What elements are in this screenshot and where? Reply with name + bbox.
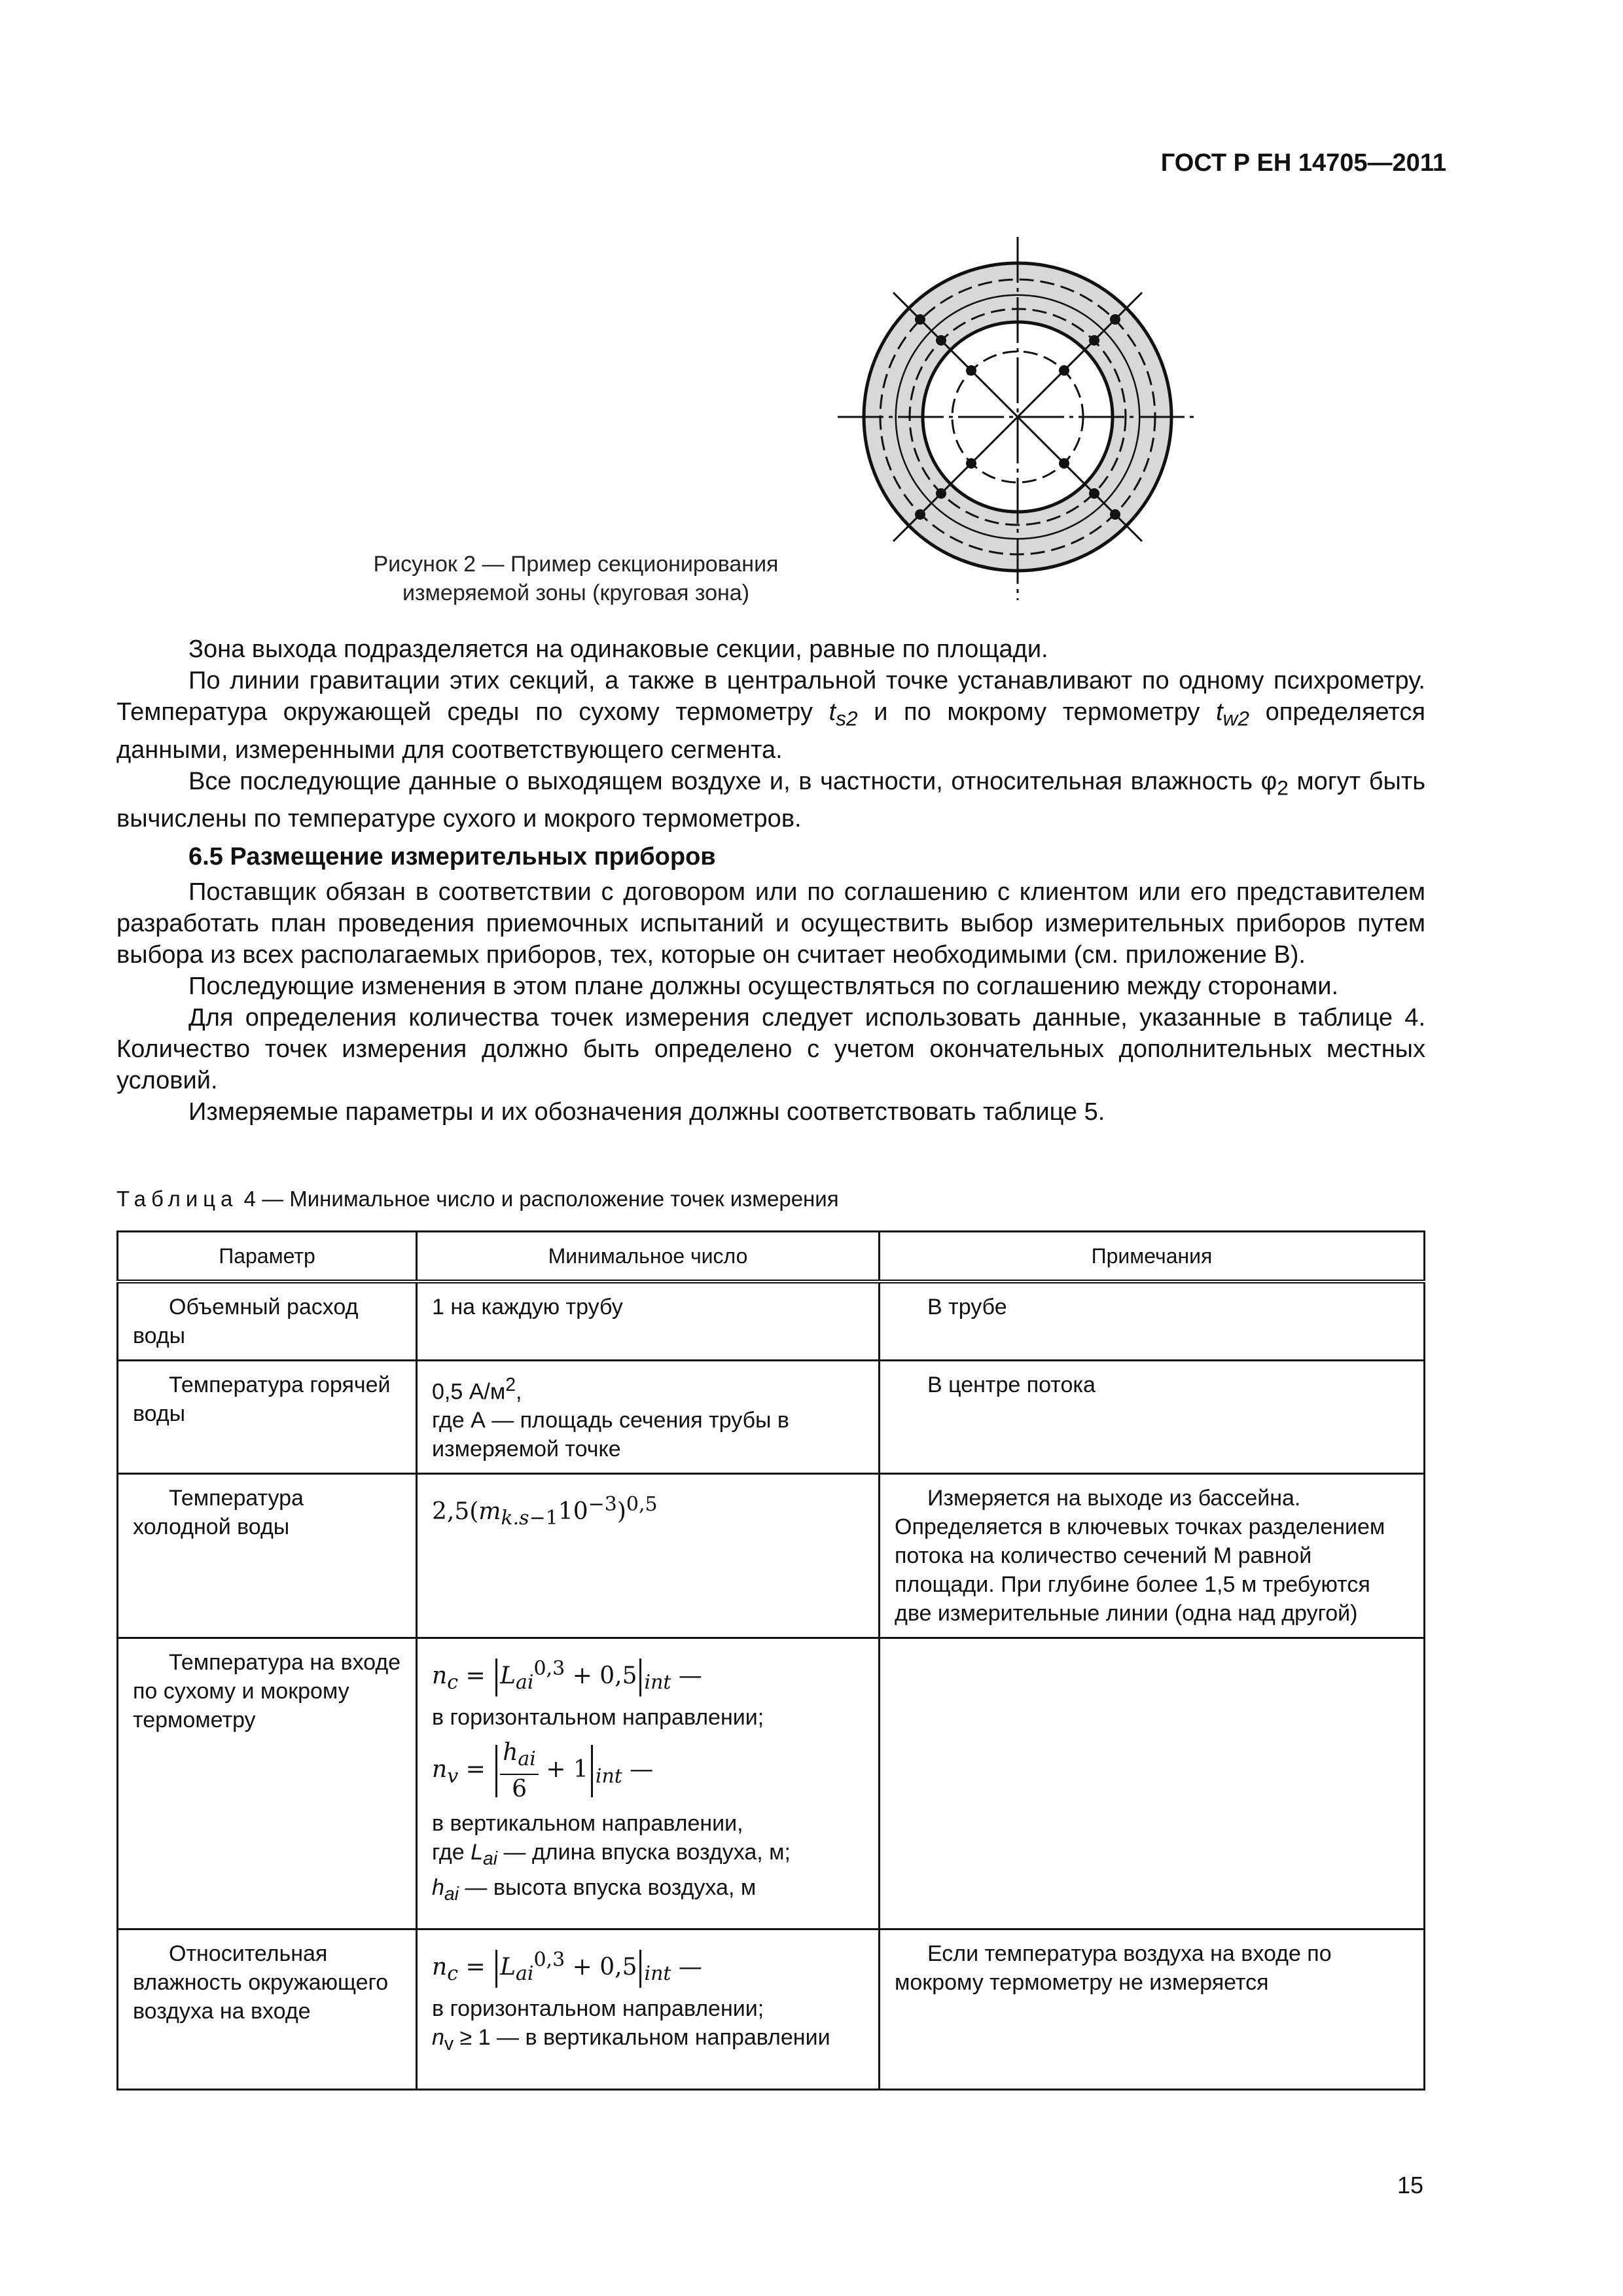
paragraph: Измеряемые параметры и их обозначения должны соответствовать таблице 5. xyxy=(188,1098,1105,1126)
measurement-point xyxy=(1110,314,1120,325)
paragraph: Поставщик обязан в соответствии с договором или по соглашению с клиентом или его представителем разработать план проведения приемочных испытаний и осуществить выбор измерительных приборов путем выбора из всех располагаемых приборов, тех, которые он считает необходимыми (см. приложение В). xyxy=(116,878,1425,969)
nc-formula: $n_c = L_{ai}^{0,3} + 0,5$ $_{int}$ — xyxy=(432,1946,864,1988)
measurement-point xyxy=(1089,335,1099,346)
measurement-point xyxy=(966,458,976,469)
measurement-point xyxy=(915,314,925,325)
paragraph: Зона выхода подразделяется на одинаковые секции, равные по площади. xyxy=(188,636,1048,663)
table-row xyxy=(118,1929,1425,2090)
table-row xyxy=(118,1638,1425,1929)
paragraph: Последующие изменения в этом плане должны осуществляться по соглашению между сторонами. xyxy=(188,973,1339,1001)
paragraph: Для определения количества точек измерения следует использовать данные, указанные в таблице 4. Количество точек измерения должно быть определено с учетом окончательных дополнительных местных условий. xyxy=(116,1004,1425,1095)
param-cell: Температура холодной воды xyxy=(118,1474,417,1638)
nc-formula: $n_c = L_{ai}^{0,3} + 0,5$ $_{int}$ — xyxy=(432,1655,864,1697)
column-header: Примечания xyxy=(880,1232,1425,1282)
column-header: Минимальное число xyxy=(417,1232,880,1282)
note-cell: Измеряется на выходе из бассейна. Определяется в ключевых точках разделением потока на количество сечений М равной площади. При глубине более 1,5 м требуются две измерительные линии (одна над другой) xyxy=(880,1474,1425,1638)
measurement-point xyxy=(1059,458,1069,469)
table-header-row xyxy=(118,1232,1425,1282)
measurement-point xyxy=(936,335,946,346)
min-number-cell xyxy=(417,1474,880,1638)
param-cell: Объемный расход воды xyxy=(118,1282,417,1361)
min-number-cell: 1 на каждую трубу xyxy=(417,1282,880,1361)
measurement-point xyxy=(936,488,946,499)
param-cell: Температура на входе по сухому и мокрому термометру xyxy=(118,1638,417,1929)
body-text xyxy=(116,634,1425,1128)
sectioning-figure xyxy=(838,237,1198,600)
column-header: Параметр xyxy=(118,1232,417,1282)
cold-water-formula: $2,5(m_{k.s-1}10^{-3})^{0,5}$ xyxy=(432,1493,658,1530)
paragraph: По линии гравитации этих секций, а также в центральной точке устанавливают по одному психрометру. Температура окружающей среды по сухому термометру $t_{s2}$ и по мокрому термометру $t_{w2}$ определяется данными, измеренными для соответствующего сегмента. xyxy=(116,667,1425,764)
param-cell: Относительная влажность окружающего воздуха на входе xyxy=(118,1929,417,2090)
min-number-cell: $n_c = L_{ai}^{0,3} + 0,5$ $_{int}$ — в горизонтальном направлении; $n_v \ge 1$ — в вертикальном направлении xyxy=(417,1929,880,2090)
measurement-points-table xyxy=(116,1230,1425,2090)
nv-formula: $n_v$ = $h_{ai}$ 6 + 1 $_{int}$ — xyxy=(432,1738,654,1803)
measurement-point xyxy=(966,365,976,376)
note-cell: Если температура воздуха на входе по мокрому термометру не измеряется xyxy=(880,1929,1425,2090)
document-header: ГОСТ Р ЕН 14705—2011 xyxy=(1160,149,1446,177)
param-cell: Температура горячей воды xyxy=(118,1361,417,1474)
min-number-cell: $n_c = L_{ai}^{0,3} + 0,5$ $_{int}$ — в горизонтальном направлении; $n_v$ = $h_{ai}$ 6 + 1 $_{int}$ — в вертикальном направлении, где $L_{ai}$ — длина впуска воздуха, м; $h_{ai}$ — высота впуска воздуха, м xyxy=(417,1638,880,1929)
table-row xyxy=(118,1474,1425,1638)
figure-caption: Рисунок 2 — Пример секционирования измеряемой зоны (круговая зона) xyxy=(373,552,779,606)
measurement-point xyxy=(1110,509,1120,520)
table-caption: Таблица 4 — Минимальное число и расположение точек измерения xyxy=(116,1187,839,1211)
table-row xyxy=(118,1361,1425,1474)
table-row xyxy=(118,1282,1425,1361)
section-title: 6.5 Размещение измерительных приборов xyxy=(188,843,716,871)
page-number: 15 xyxy=(1397,2172,1423,2198)
note-cell xyxy=(880,1638,1425,1929)
measurement-point xyxy=(1089,488,1099,499)
paragraph: Все последующие данные о выходящем воздухе и, в частности, относительная влажность $\varphi_2$ могут быть вычислены по температуре сухого и мокрого термометров. xyxy=(116,767,1426,833)
note-cell: В центре потока xyxy=(880,1361,1425,1474)
min-number-cell: 0,5 $А/м^2$, где А — площадь сечения трубы в измеряемой точке xyxy=(417,1361,880,1474)
measurement-point xyxy=(1059,365,1069,376)
note-cell: В трубе xyxy=(880,1282,1425,1361)
measurement-point xyxy=(915,509,925,520)
